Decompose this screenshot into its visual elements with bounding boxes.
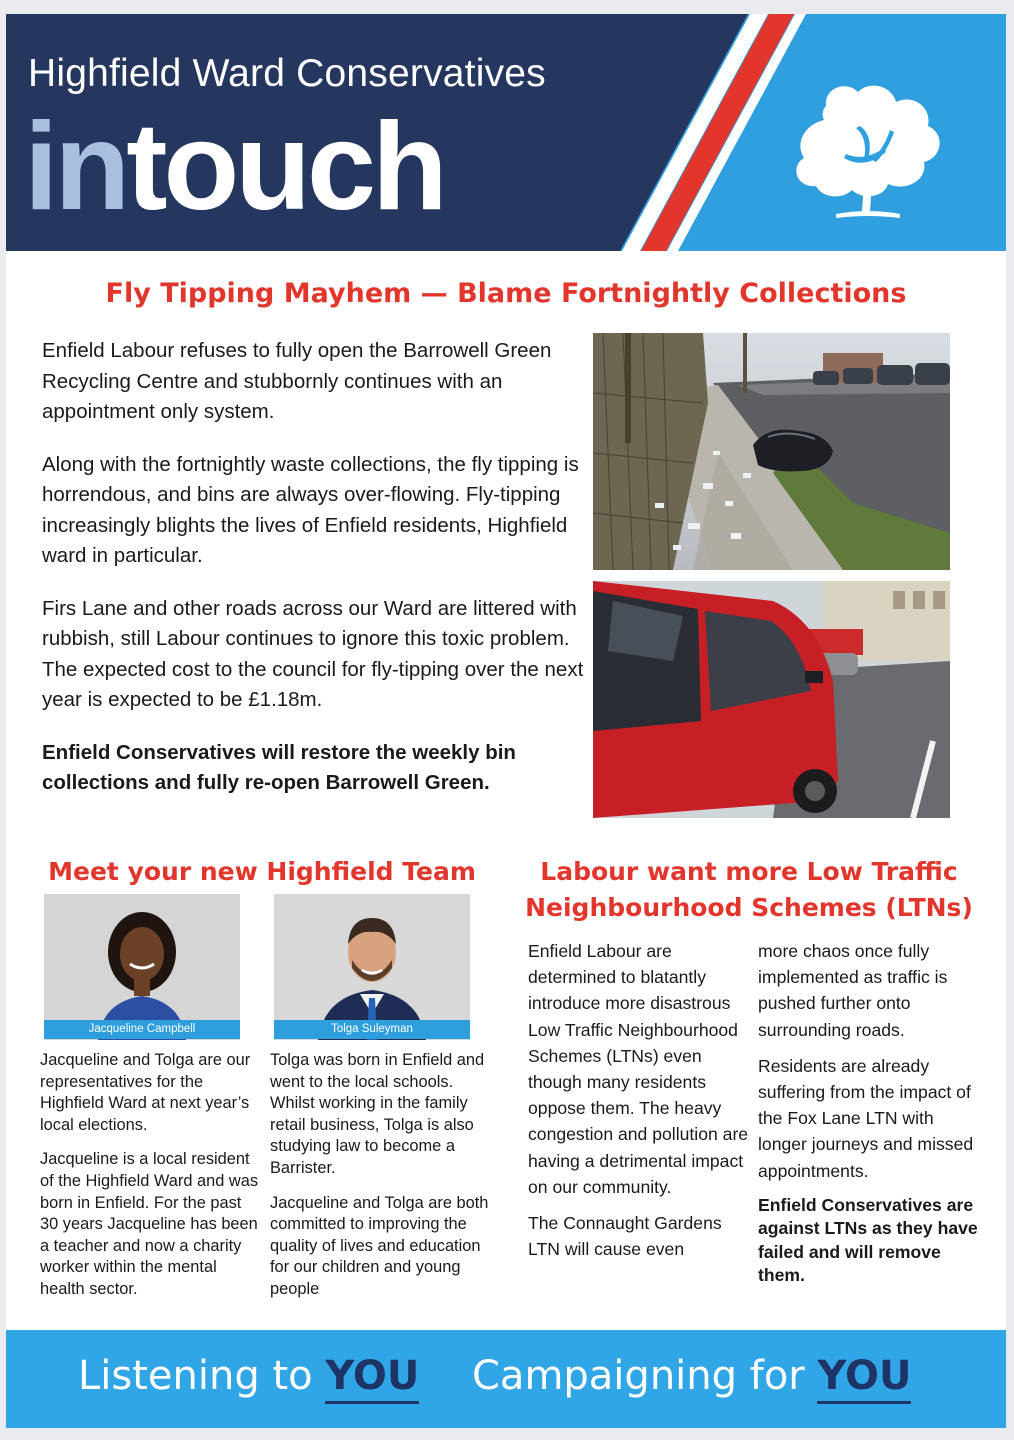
title-in: in [24,98,127,236]
footer-banner [6,1330,1006,1428]
fly-tipping-paragraph-2: Along with the fortnightly waste collections, the fly tipping is horrendous, and bins are always over-flowing. Fly-tipping increasingly blights the lives of Enfield residents, Highfield ward in particular. [42,452,579,567]
team-left-column [40,1050,262,1314]
team-commitment-paragraph: Jacqueline and Tolga are both committed to improving the quality of lives and education for our children and young people [270,1193,489,1298]
ltn-left-column [528,938,752,1272]
ltn-pledge: Enfield Conservatives are against LTNs as they have failed and will remove them. [758,1194,978,1286]
fly-tipping-pledge: Enfield Conservatives will restore the weekly bin collections and fully re-open Barrowell Green. [42,740,516,794]
newsletter-title [24,98,444,236]
footer-campaigning [472,1352,911,1400]
fly-tipping-paragraph-3: Firs Lane and other roads across our Ward are littered with rubbish, still Labour continues to ignore this toxic problem. The expected cost to the council for fly-tipping over the next year is expected to be £1.18m. [42,596,584,711]
footer-you-2: YOU [817,1353,912,1399]
jacqueline-campbell-portrait [44,894,240,1040]
newsletter-page [6,14,1006,1428]
team-right-column [270,1050,492,1314]
title-touch: touch [126,98,444,236]
fly-tipping-headline: Fly Tipping Mayhem — Blame Fortnightly Collections [105,278,907,309]
footer-campaigning-text: Campaigning for [472,1353,805,1399]
fly-tipping-article [42,336,590,821]
ltn-headline-line-1: Labour want more Low Traffic [540,857,958,886]
ltn-headline-line-2: Neighbourhood Schemes (LTNs) [525,893,973,922]
jacqueline-bio-paragraph: Jacqueline is a local resident of the Highfield Ward and was born in Enfield. For the past 30 years Jacqueline has been a teacher and now a charity worker within the mental health sector. [40,1150,259,1298]
tolga-bio-paragraph: Tolga was born in Enfield and went to the local schools. Whilst working in the family retail business, Tolga is also studying law to become a Barrister. [270,1051,485,1177]
footer-you-1: YOU [325,1353,420,1399]
masthead-banner [6,14,1006,251]
fly-tipping-street-photo [593,333,950,570]
tolga-suleyman-caption: Tolga Suleyman [274,1020,470,1039]
footer-listening-text: Listening to [78,1353,313,1399]
ltn-paragraph-3: more chaos once fully implemented as traffic is pushed further onto surrounding roads. [758,941,948,1040]
conservative-tree-icon [776,62,976,232]
team-intro-paragraph: Jacqueline and Tolga are our representatives for the Highfield Ward at next year’s local elections. [40,1051,251,1134]
tolga-suleyman-portrait [274,894,470,1040]
jacqueline-campbell-caption: Jacqueline Campbell [44,1020,240,1039]
ltn-headline [514,854,984,926]
ltn-paragraph-2: The Connaught Gardens LTN will cause even [528,1213,722,1260]
organisation-name: Highfield Ward Conservatives [28,52,546,95]
parked-red-van-photo [593,581,950,818]
ltn-paragraph-1: Enfield Labour are determined to blatantly introduce more disastrous Low Traffic Neighbourhood Schemes (LTNs) even though many residents oppose them. The heavy congestion and pollution are having a detrimental impact on our community. [528,941,749,1197]
team-headline: Meet your new Highfield Team [48,857,476,886]
ltn-paragraph-4: Residents are already suffering from the impact of the Fox Lane LTN with longer journeys and missed appointments. [758,1055,974,1181]
footer-listening [78,1352,419,1400]
fly-tipping-paragraph-1: Enfield Labour refuses to fully open the Barrowell Green Recycling Centre and stubbornly continues with an appointment only system. [42,339,552,423]
ltn-right-column [758,938,982,1298]
